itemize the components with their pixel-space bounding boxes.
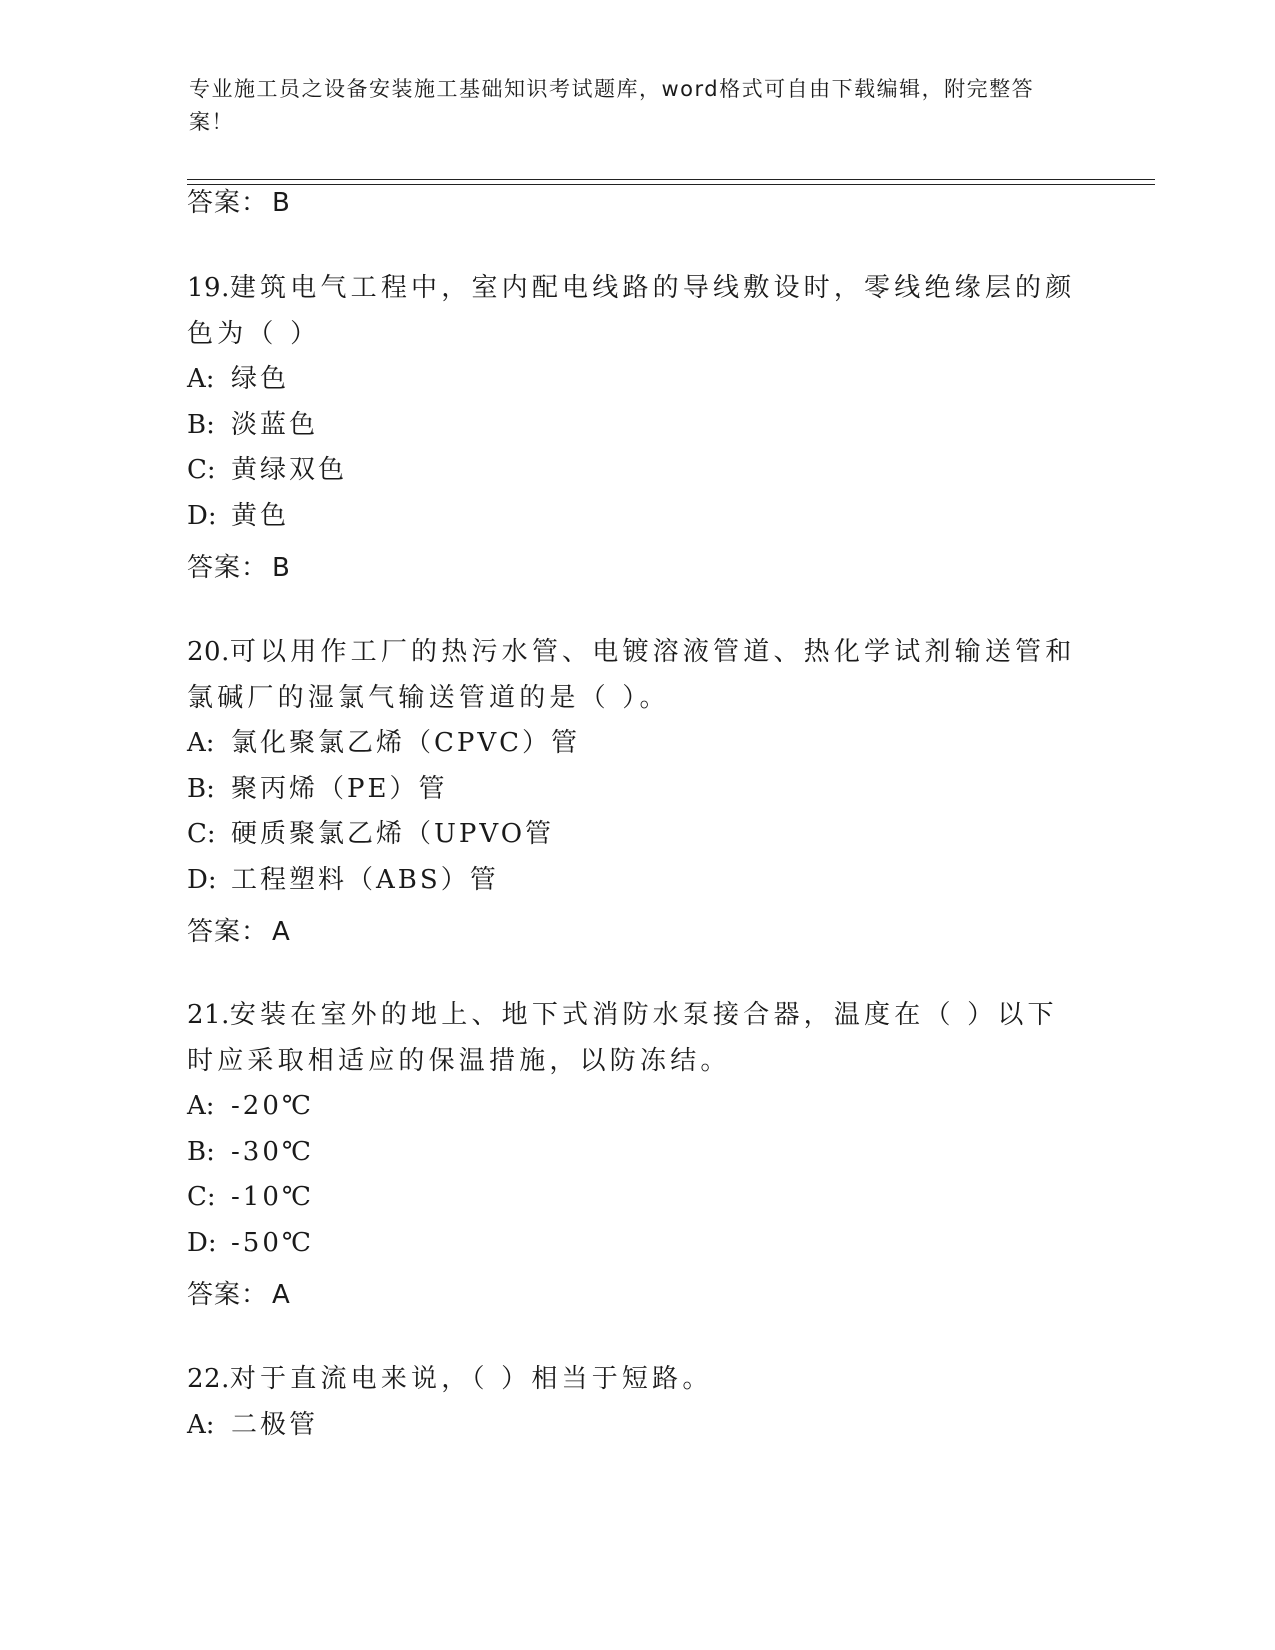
option-key: A: [187,1409,215,1440]
question-stem [187,266,1087,357]
option-c [187,1175,1087,1221]
question-19 [187,266,1087,539]
option-text: 黄色 [231,500,290,531]
option-text: -50℃ [231,1227,314,1258]
answer-line [187,915,291,949]
option-text: 黄绿双色 [231,455,348,485]
question-text: 对于直流电来说，（ ）相当于短路。 [229,1364,713,1394]
answer-line [187,551,291,585]
option-key: B: [187,773,215,804]
option-key: B: [187,409,215,440]
option-key: D: [187,500,217,531]
answer-value: B [272,553,291,583]
option-text: -30℃ [231,1136,314,1167]
option-d [187,858,1087,904]
option-a [187,357,1087,403]
question-number: 22. [187,1364,230,1394]
answer-label: 答案： [187,1280,269,1310]
question-21 [187,993,1087,1266]
option-text: 硬质聚氯乙烯（UPVO管 [231,819,555,849]
answer-label: 答案： [187,917,269,947]
option-key: D: [187,864,217,895]
option-key: D: [187,1227,217,1258]
answer-value: A [272,917,291,947]
option-c [187,448,1087,494]
option-b [187,403,1087,449]
question-stem [187,993,1087,1084]
option-text: -10℃ [231,1182,314,1212]
answer-line [187,1278,291,1312]
option-text: -20℃ [231,1091,314,1121]
option-text: 工程塑料（ABS）管 [231,864,499,895]
option-a [187,1084,1087,1130]
option-key: A: [187,1091,215,1121]
option-text: 绿色 [231,364,290,394]
option-text: 聚丙烯（PE）管 [231,773,448,804]
header-divider-bottom [187,184,1155,185]
answer-label: 答案： [187,188,269,218]
option-b [187,1130,1087,1176]
question-number: 20. [187,637,230,667]
question-number: 21. [187,1000,230,1030]
option-key: A: [187,728,215,758]
option-d [187,1221,1087,1267]
option-key: C: [187,1182,216,1212]
question-20 [187,630,1087,903]
header-divider-top [187,179,1155,180]
option-text: 淡蓝色 [231,409,319,440]
option-text: 氯化聚氯乙烯（CPVC）管 [231,728,581,758]
question-text: 可以用作工厂的热污水管、电镀溶液管道、热化学试剂输送管和氯碱厂的湿氯气输送管道的是（ ）。 [187,637,1076,713]
answer-value: A [272,1280,291,1310]
option-a [187,721,1087,767]
option-key: C: [187,819,216,849]
option-a [187,1403,1087,1449]
question-stem [187,630,1087,721]
option-key: C: [187,455,216,485]
document-header: 专业施工员之设备安装施工基础知识考试题库，word格式可自由下载编辑，附完整答案！ [189,77,1035,134]
answer-label: 答案： [187,553,269,583]
question-number: 19. [187,273,230,303]
option-key: A: [187,364,215,394]
option-key: B: [187,1136,215,1167]
option-text: 二极管 [231,1409,319,1440]
option-b [187,767,1087,813]
question-text: 安装在室外的地上、地下式消防水泵接合器，温度在（ ）以下时应采取相适应的保温措施，以防冻结。 [187,1000,1058,1076]
option-c [187,812,1087,858]
answer-line [187,186,291,220]
question-22 [187,1357,1087,1448]
answer-value: B [272,188,291,218]
question-text: 建筑电气工程中，室内配电线路的导线敷设时，零线绝缘层的颜色为（ ） [187,273,1076,349]
question-stem [187,1357,1087,1403]
option-d [187,494,1087,540]
